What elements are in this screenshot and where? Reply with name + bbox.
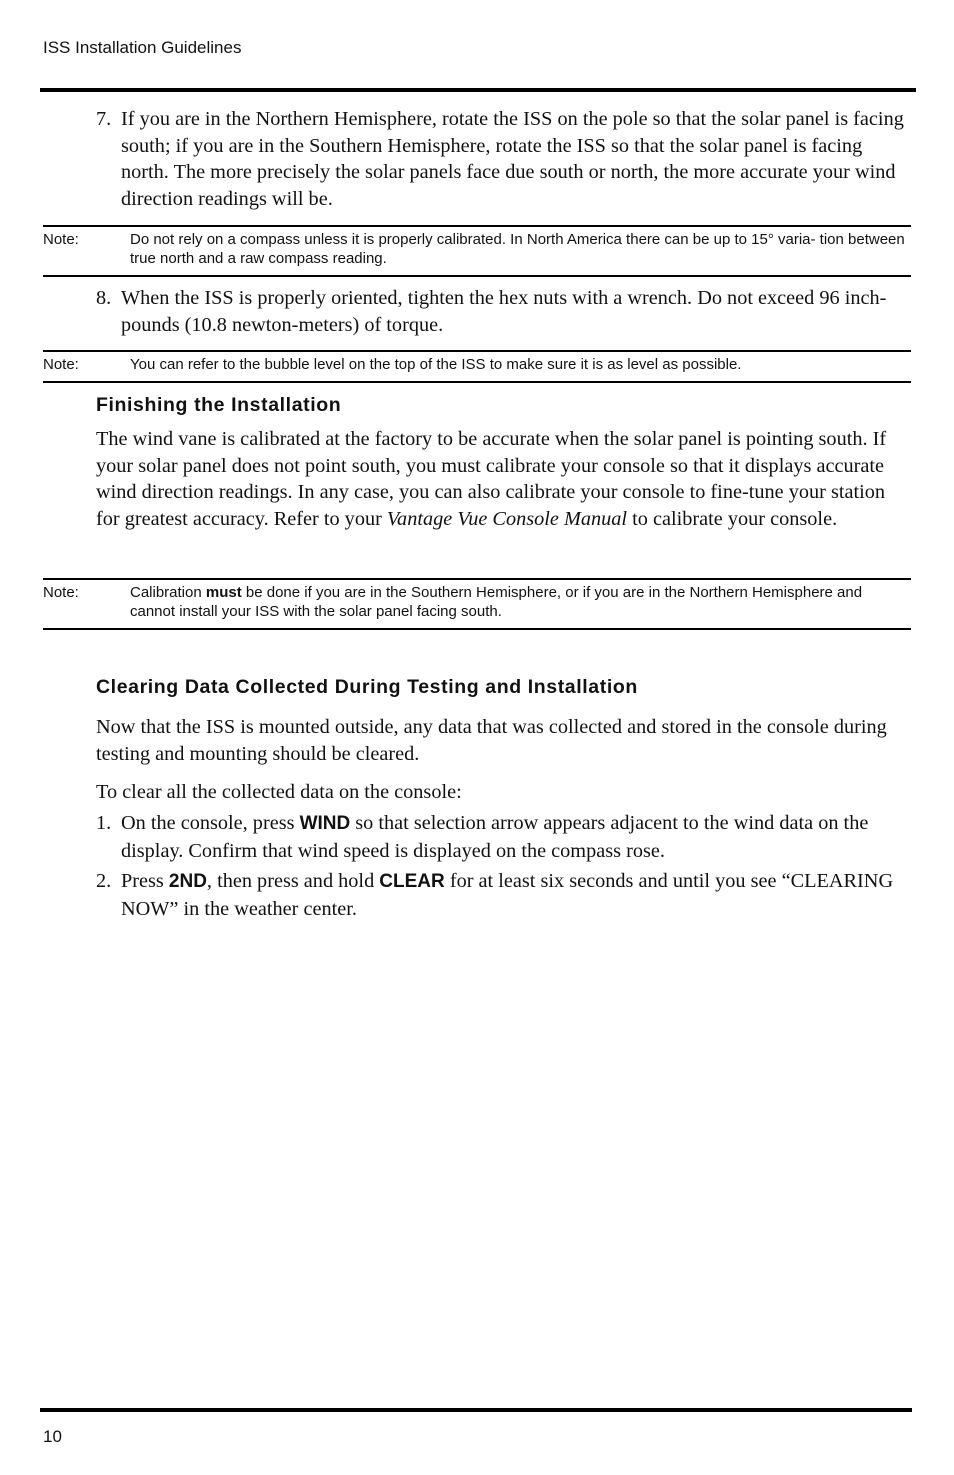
- paragraph-text: The wind vane is calibrated at the factory to be accurate when the solar panel is pointing south. If your solar panel does not point south, you must calibrate your console so that it displays accurate wind direction readings. In any case, you can also calibrate your console to fine-tune your station for greatest accuracy. Refer to your: [96, 428, 887, 530]
- step-text-part: , then press and hold: [206, 870, 380, 892]
- note-text: [130, 580, 911, 628]
- note-label: Note:: [43, 584, 79, 601]
- note-label: Note:: [43, 356, 79, 373]
- note-compass: [43, 225, 911, 277]
- header-rule: [40, 88, 916, 92]
- note-text: You can refer to the bubble level on the top of the ISS to make sure it is as level as possible.: [130, 356, 742, 373]
- step-text-part: so that selection arrow appears adjacent to the wind data on the display. Confirm that wind speed is displayed on the compass rose.: [121, 812, 869, 862]
- step-text-part: for at least six seconds and until you see “CLEARING NOW” in the weather center.: [121, 870, 894, 920]
- step-text: When the ISS is properly oriented, tighten the hex nuts with a wrench. Do not exceed 96 inch-pounds (10.8 newton-meters) of torque.: [121, 287, 887, 336]
- step-8: [96, 285, 911, 338]
- note-text-part: be done if you are in the Southern Hemisphere, or if you are in the Northern Hemisphere and cannot install your ISS with the solar panel facing south.: [130, 584, 863, 620]
- section-heading-clearing: Clearing Data Collected During Testing and Installation: [96, 676, 638, 698]
- clear-step-1: [96, 810, 911, 864]
- clear-step-2: [96, 868, 911, 922]
- step-number: 1.: [96, 812, 112, 834]
- section-heading-finishing: Finishing the Installation: [96, 394, 342, 416]
- footer-rule: [40, 1408, 912, 1412]
- manual-title: Vantage Vue Console Manual: [386, 507, 628, 530]
- step-number: 8.: [96, 287, 112, 309]
- note-text-part: Calibration: [130, 584, 206, 601]
- key-clear: CLEAR: [379, 871, 445, 892]
- note-text: Do not rely on a compass unless it is properly calibrated. In North America there can be up to 15° varia- tion between true north and a raw compass reading.: [130, 231, 905, 267]
- step-7: [96, 106, 911, 212]
- note-label: Note:: [43, 231, 79, 248]
- clearing-intro: Now that the ISS is mounted outside, any data that was collected and stored in the console during testing and mounting should be cleared.: [96, 716, 887, 765]
- page-number: 10: [43, 1427, 62, 1446]
- clearing-lead: To clear all the collected data on the console:: [96, 781, 462, 803]
- step-text-part: On the console, press: [121, 812, 300, 834]
- note-calibration: [43, 578, 911, 630]
- finishing-paragraph: [96, 426, 911, 532]
- step-number: 2.: [96, 870, 112, 892]
- key-wind: WIND: [299, 813, 351, 834]
- note-emphasis: must: [205, 584, 242, 601]
- step-text: [96, 810, 911, 864]
- running-header: ISS Installation Guidelines: [43, 38, 242, 57]
- step-text-part: Press: [121, 870, 169, 892]
- note-bubble-level: [43, 350, 911, 383]
- step-number: 7.: [96, 108, 112, 130]
- paragraph-text: to calibrate your console.: [627, 507, 838, 530]
- step-text: If you are in the Northern Hemisphere, rotate the ISS on the pole so that the solar panel is facing south; if you are in the Southern Hemisphere, rotate the ISS so that the solar panel is facing north. The more precisely the solar panels face due south or north, the more accurate your wind direction readings will be.: [121, 108, 904, 210]
- step-text: [96, 868, 911, 922]
- key-2nd: 2ND: [168, 871, 207, 892]
